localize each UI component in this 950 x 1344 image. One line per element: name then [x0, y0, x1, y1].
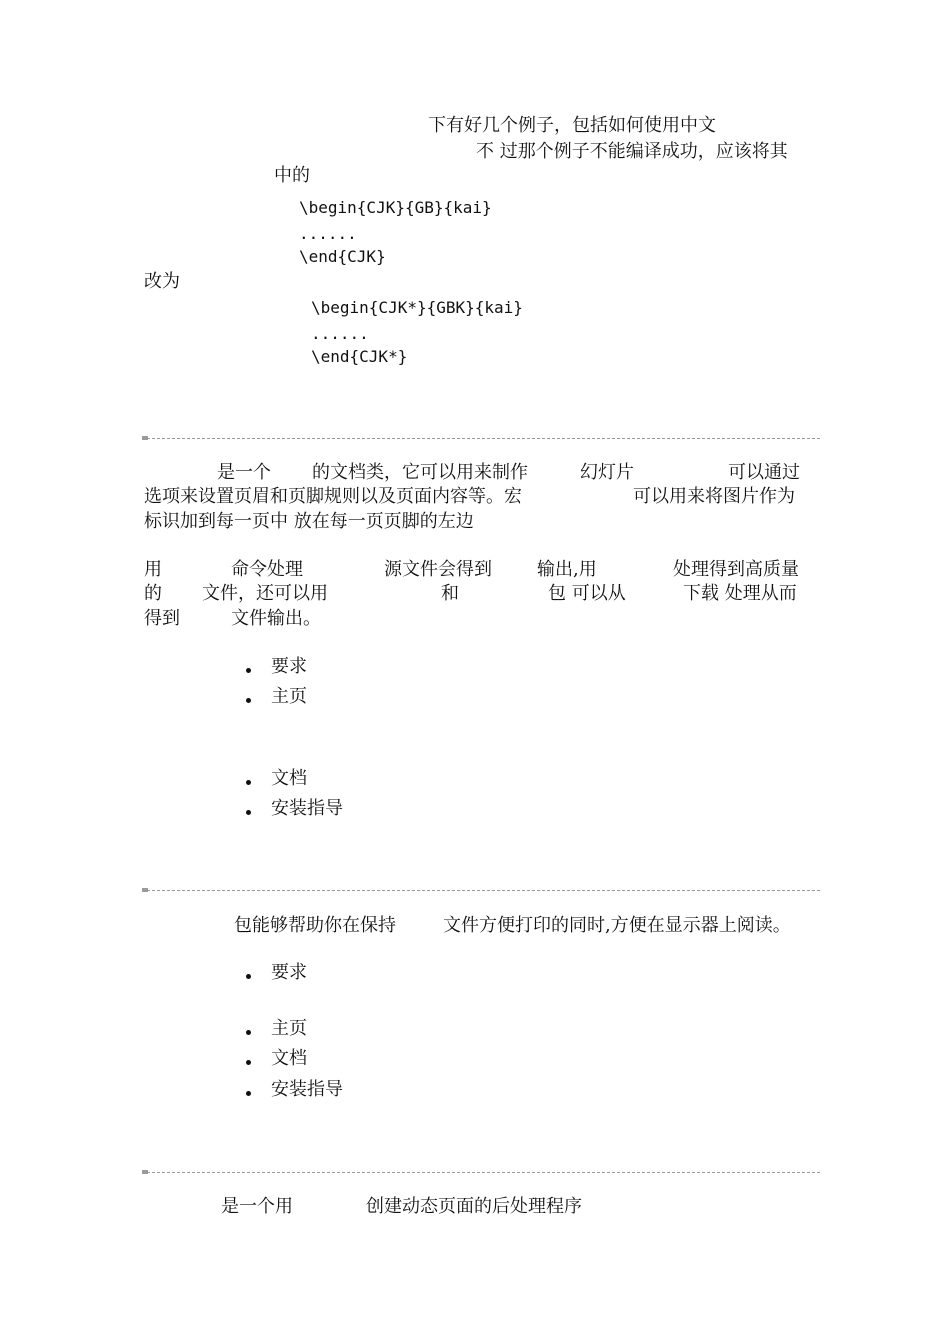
code-line: ...... [311, 324, 369, 343]
text-fragment: 源文件会得到 [384, 559, 492, 580]
code-line: \end{CJK} [299, 247, 386, 266]
text-fragment: 命令处理 [231, 559, 303, 580]
list-item: 文档 [246, 1048, 307, 1070]
text-fragment: 包 可以从 [548, 583, 626, 604]
code-line: \begin{CJK}{GB}{kai} [299, 198, 492, 217]
text-fragment: 创建动态页面的后处理程序 [366, 1196, 582, 1217]
text-fragment: 的文档类，它可以用来制作 [312, 462, 528, 483]
text-fragment: 可以通过 [728, 462, 800, 483]
text-fragment: 幻灯片 [580, 462, 634, 483]
section-divider [142, 438, 820, 439]
text-fragment: 包能够帮助你在保持 [234, 915, 396, 936]
list-item: 文档 [246, 768, 307, 790]
list-item: 主页 [246, 1018, 307, 1040]
bullet-icon [246, 780, 251, 785]
section-divider [142, 890, 820, 891]
bullet-icon [246, 1060, 251, 1065]
list-item: 主页 [246, 686, 307, 708]
text-fragment: 选项来设置页眉和页脚规则以及页面内容等。宏 [144, 486, 522, 507]
text-fragment: 输出,用 [537, 559, 597, 580]
text-fragment: 文件方便打印的同时,方便在显示器上阅读。 [443, 915, 791, 936]
text-fragment: 文件输出。 [231, 608, 321, 629]
text-line: 不 过那个例子不能编译成功，应该将其 [476, 141, 788, 162]
text-line: 中的 [274, 165, 310, 186]
bullet-icon [246, 974, 251, 979]
list-item: 安装指导 [246, 798, 343, 820]
bullet-icon [246, 668, 251, 673]
list-item: 要求 [246, 656, 307, 678]
text-fragment: 是一个 [217, 462, 271, 483]
bullet-icon [246, 1091, 251, 1096]
code-line: \begin{CJK*}{GBK}{kai} [311, 298, 523, 317]
list-item: 要求 [246, 962, 307, 984]
code-line: ...... [299, 224, 357, 243]
text-fragment: 处理得到高质量 [673, 559, 799, 580]
text-line: 下有好几个例子，包括如何使用中文 [428, 115, 716, 136]
bullet-icon [246, 1030, 251, 1035]
code-line: \end{CJK*} [311, 347, 408, 366]
text-fragment: 和 [441, 583, 459, 604]
text-fragment: 下载 处理从而 [683, 583, 797, 604]
text-fragment: 是一个用 [221, 1196, 293, 1217]
text-fragment: 可以用来将图片作为 [633, 486, 795, 507]
text-fragment: 的 [144, 583, 162, 604]
text-fragment: 文件，还可以用 [202, 583, 328, 604]
bullet-icon [246, 810, 251, 815]
text-line: 改为 [144, 271, 180, 292]
list-item: 安装指导 [246, 1079, 343, 1101]
text-fragment: 标识加到每一页中 放在每一页页脚的左边 [144, 511, 474, 532]
text-fragment: 得到 [144, 608, 180, 629]
bullet-icon [246, 698, 251, 703]
text-fragment: 用 [144, 559, 162, 580]
section-divider [142, 1172, 820, 1173]
